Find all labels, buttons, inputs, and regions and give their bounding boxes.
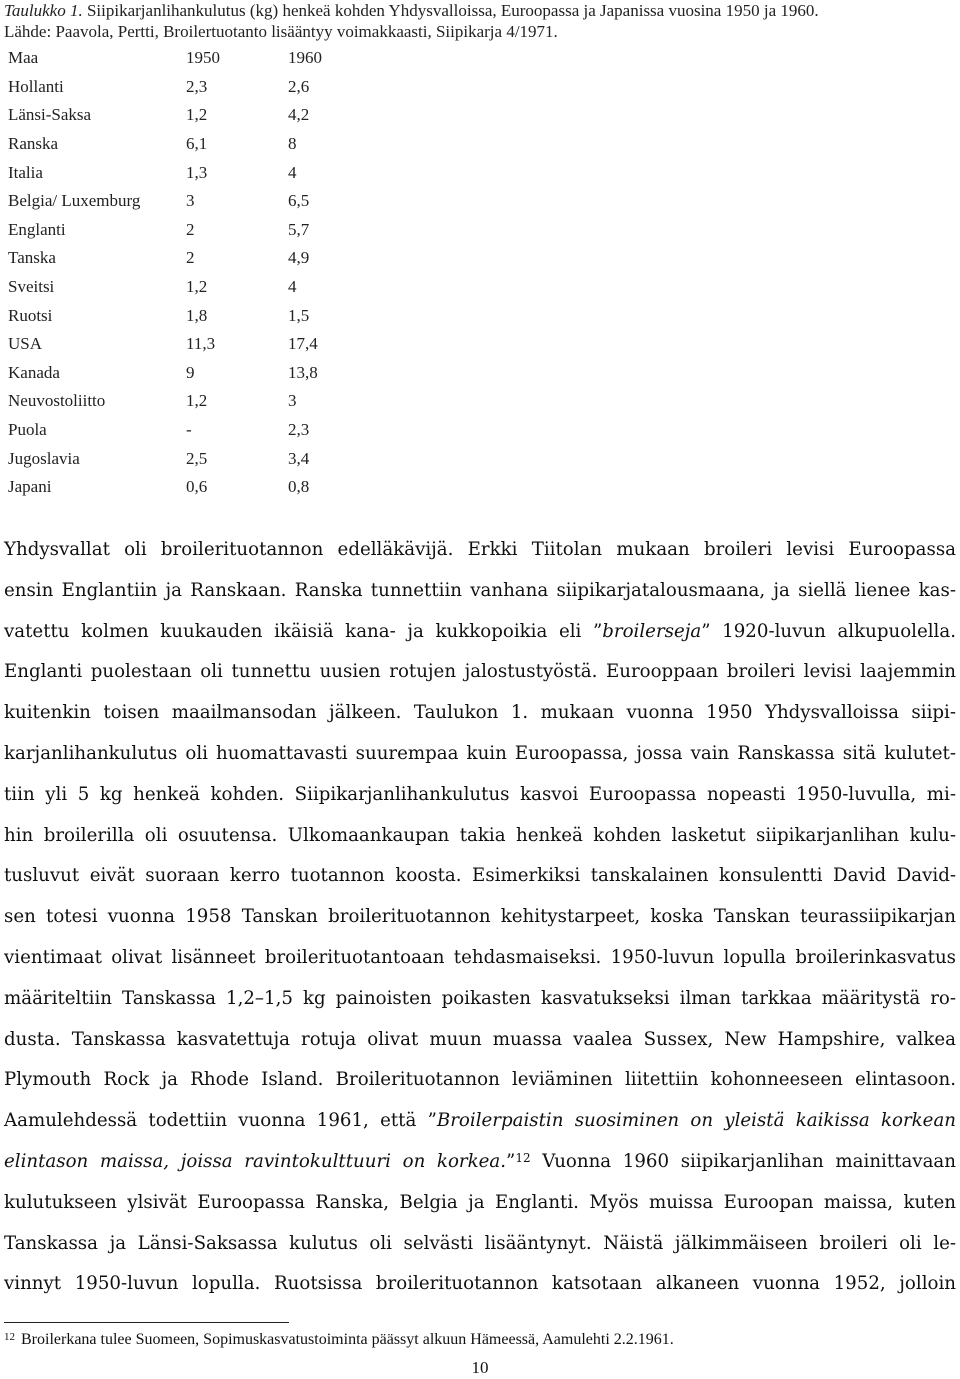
consumption-table: [8, 44, 368, 502]
footnote-number: 12: [4, 1331, 15, 1343]
table-row: [8, 444, 368, 473]
header-1950: 1950: [186, 48, 220, 68]
table-row: [8, 187, 368, 216]
cell-1950: 1,3: [186, 162, 208, 182]
cell-1960: 3: [288, 391, 297, 411]
quote-italic: elintason maissa, joissa ravintokulttuuri on korkea.: [4, 1150, 506, 1172]
cell-1960: 6,5: [288, 191, 310, 211]
cell-1960: 17,4: [288, 334, 318, 354]
cell-1960: 13,8: [288, 362, 318, 382]
table-row: [8, 387, 368, 416]
cell-country: Neuvostoliitto: [8, 391, 106, 411]
body-line: [4, 1101, 956, 1142]
cell-1950: 1,2: [186, 105, 208, 125]
cell-1960: 1,5: [288, 305, 310, 325]
cell-1950: 9: [186, 362, 195, 382]
cell-1950: 2,5: [186, 448, 208, 468]
caption-title-line: [4, 0, 960, 21]
cell-1960: 2,6: [288, 76, 310, 96]
header-1960: 1960: [288, 48, 322, 68]
table-row: [8, 216, 368, 245]
cell-country: Italia: [8, 162, 43, 182]
body-text: [4, 530, 956, 1305]
cell-country: Hollanti: [8, 76, 64, 96]
table-body: [8, 73, 368, 502]
body-fragment: vatettu kolmen kuukauden ikäisiä kana- ja kukkopoikia eli ”: [4, 620, 603, 642]
caption-title: Siipikarjanlihankulutus (kg) henkeä kohden Yhdysvalloissa, Euroopassa ja Japanissa vuosina 1950 ja 1960.: [86, 1, 819, 20]
body-line: hin broilerilla oli osuutensa. Ulkomaankaupan takia henkeä kohden lasketut siipikarjanlihan kulu-: [4, 824, 956, 846]
cell-1960: 4,9: [288, 248, 310, 268]
cell-country: Belgia/ Luxemburg: [8, 191, 141, 211]
cell-1960: 0,8: [288, 477, 310, 497]
cell-1960: 2,3: [288, 420, 310, 440]
cell-1960: 5,7: [288, 219, 310, 239]
caption-source: Lähde: Paavola, Pertti, Broilertuotanto lisääntyy voimakkaasti, Siipikarja 4/1971.: [4, 22, 558, 41]
body-line: ensin Englantiin ja Ranskaan. Ranska tunnettiin vanhana siipikarjatalousmaana, ja siellä lienee kas-: [4, 579, 956, 601]
table-row: [8, 273, 368, 302]
table-header-row: [8, 44, 368, 73]
body-line: Plymouth Rock ja Rhode Island. Broilerituotannon leviäminen liitettiin kohonneeseen elintasoon.: [4, 1069, 956, 1091]
body-line: [4, 1142, 956, 1183]
body-fragment: Vuonna 1960 siipikarjanlihan mainittavaan: [530, 1150, 956, 1172]
body-line: Englanti puolestaan oli tunnettu uusien rotujen jalostustyöstä. Eurooppaan broileri levisi laajemmin: [4, 661, 956, 683]
cell-1960: 8: [288, 134, 297, 154]
body-line: [4, 612, 956, 653]
table-row: [8, 473, 368, 502]
quote-italic: Broilerpaistin suosiminen on yleistä kaikissa korkean: [436, 1110, 956, 1132]
cell-1950: 2: [186, 219, 195, 239]
cell-1950: 2,3: [186, 76, 208, 96]
body-line: Tanskassa ja Länsi-Saksassa kulutus oli selvästi lisääntynyt. Näistä jälkimmäiseen broileri oli le-: [4, 1232, 956, 1254]
body-fragment: ” 1920-luvun alkupuolella.: [701, 620, 956, 642]
table-row: [8, 101, 368, 130]
cell-country: Tanska: [8, 248, 56, 268]
body-fragment: ”: [506, 1150, 516, 1172]
body-line: kulutukseen ylsivät Euroopassa Ranska, Belgia ja Englanti. Myös muissa Euroopan maissa, kuten: [4, 1191, 956, 1213]
cell-1960: 4: [288, 277, 297, 297]
header-country: Maa: [8, 48, 39, 68]
cell-1950: 0,6: [186, 477, 208, 497]
cell-1950: -: [186, 420, 192, 440]
page-number: 10: [471, 1358, 489, 1377]
table-row: [8, 330, 368, 359]
cell-1960: 3,4: [288, 448, 310, 468]
body-line: sen totesi vuonna 1958 Tanskan broilerituotannon kehitystarpeet, koska Tanskan teurassiipikarjan: [4, 906, 956, 928]
table-row: [8, 158, 368, 187]
caption-label: Taulukko 1.: [4, 1, 83, 20]
cell-country: Englanti: [8, 219, 66, 239]
body-line: määriteltiin Tanskassa 1,2–1,5 kg painoisten poikasten kasvatukseksi ilman tarkkaa määritystä ro-: [4, 987, 956, 1009]
table-caption: [4, 0, 960, 42]
cell-1960: 4: [288, 162, 297, 182]
cell-country: USA: [8, 334, 43, 354]
body-line: Yhdysvallat oli broilerituotannon edelläkävijä. Erkki Tiitolan mukaan broileri levisi Euroopassa: [4, 539, 956, 560]
cell-1950: 1,2: [186, 277, 208, 297]
cell-country: Jugoslavia: [8, 448, 80, 468]
cell-1950: 11,3: [186, 334, 216, 354]
table-row: [8, 301, 368, 330]
cell-country: Puola: [8, 420, 47, 440]
body-line: dusta. Tanskassa kasvatettuja rotuja olivat muun muassa vaalea Sussex, New Hampshire, valkea: [4, 1028, 956, 1050]
cell-country: Ranska: [8, 134, 59, 154]
cell-1950: 3: [186, 191, 195, 211]
cell-country: Ruotsi: [8, 305, 53, 325]
cell-1950: 1,2: [186, 391, 208, 411]
cell-country: Kanada: [8, 362, 60, 382]
cell-1950: 2: [186, 248, 195, 268]
body-line: tusluvut eivät suoraan kerro tuotannon koosta. Esimerkiksi tanskalainen konsulentti David David-: [4, 865, 956, 887]
cell-country: Japani: [8, 477, 52, 497]
body-line: tiin yli 5 kg henkeä kohden. Siipikarjanlihankulutus kasvoi Euroopassa nopeasti 1950-luvulla, mi-: [4, 783, 956, 805]
cell-country: Sveitsi: [8, 277, 55, 297]
footnote: [4, 1330, 956, 1350]
body-line: karjanlihankulutus oli huomattavasti suurempaa kuin Euroopassa, jossa vain Ranskassa sitä kulutet-: [4, 742, 956, 764]
cell-1960: 4,2: [288, 105, 310, 125]
footnote-ref[interactable]: 12: [515, 1150, 531, 1165]
body-line: vinnyt 1950-luvun lopulla. Ruotsissa broilerituotannon katsotaan alkaneen vuonna 1952, jolloin: [4, 1273, 956, 1295]
cell-country: Länsi-Saksa: [8, 105, 92, 125]
cell-1950: 6,1: [186, 134, 208, 154]
footnote-divider: [4, 1322, 289, 1323]
table-row: [8, 244, 368, 273]
footnote-text: Broilerkana tulee Suomeen, Sopimuskasvatustoiminta päässyt alkuun Hämeessä, Aamulehti 2.2.1961.: [21, 1331, 674, 1348]
table-row: [8, 416, 368, 445]
body-fragment: Aamulehdessä todettiin vuonna 1961, että ”: [4, 1110, 437, 1132]
cell-1950: 1,8: [186, 305, 208, 325]
body-line: vientimaat olivat lisänneet broilerituotantoaan tehdasmaiseksi. 1950-luvun lopulla broilerinkasvatus: [4, 946, 956, 968]
body-line: kuitenkin toisen maailmansodan jälkeen. Taulukon 1. mukaan vuonna 1950 Yhdysvalloissa siipi-: [4, 702, 956, 724]
table-row: [8, 359, 368, 388]
table-row: [8, 130, 368, 159]
italic-term: broilerseja: [602, 620, 702, 642]
table-row: [8, 73, 368, 102]
